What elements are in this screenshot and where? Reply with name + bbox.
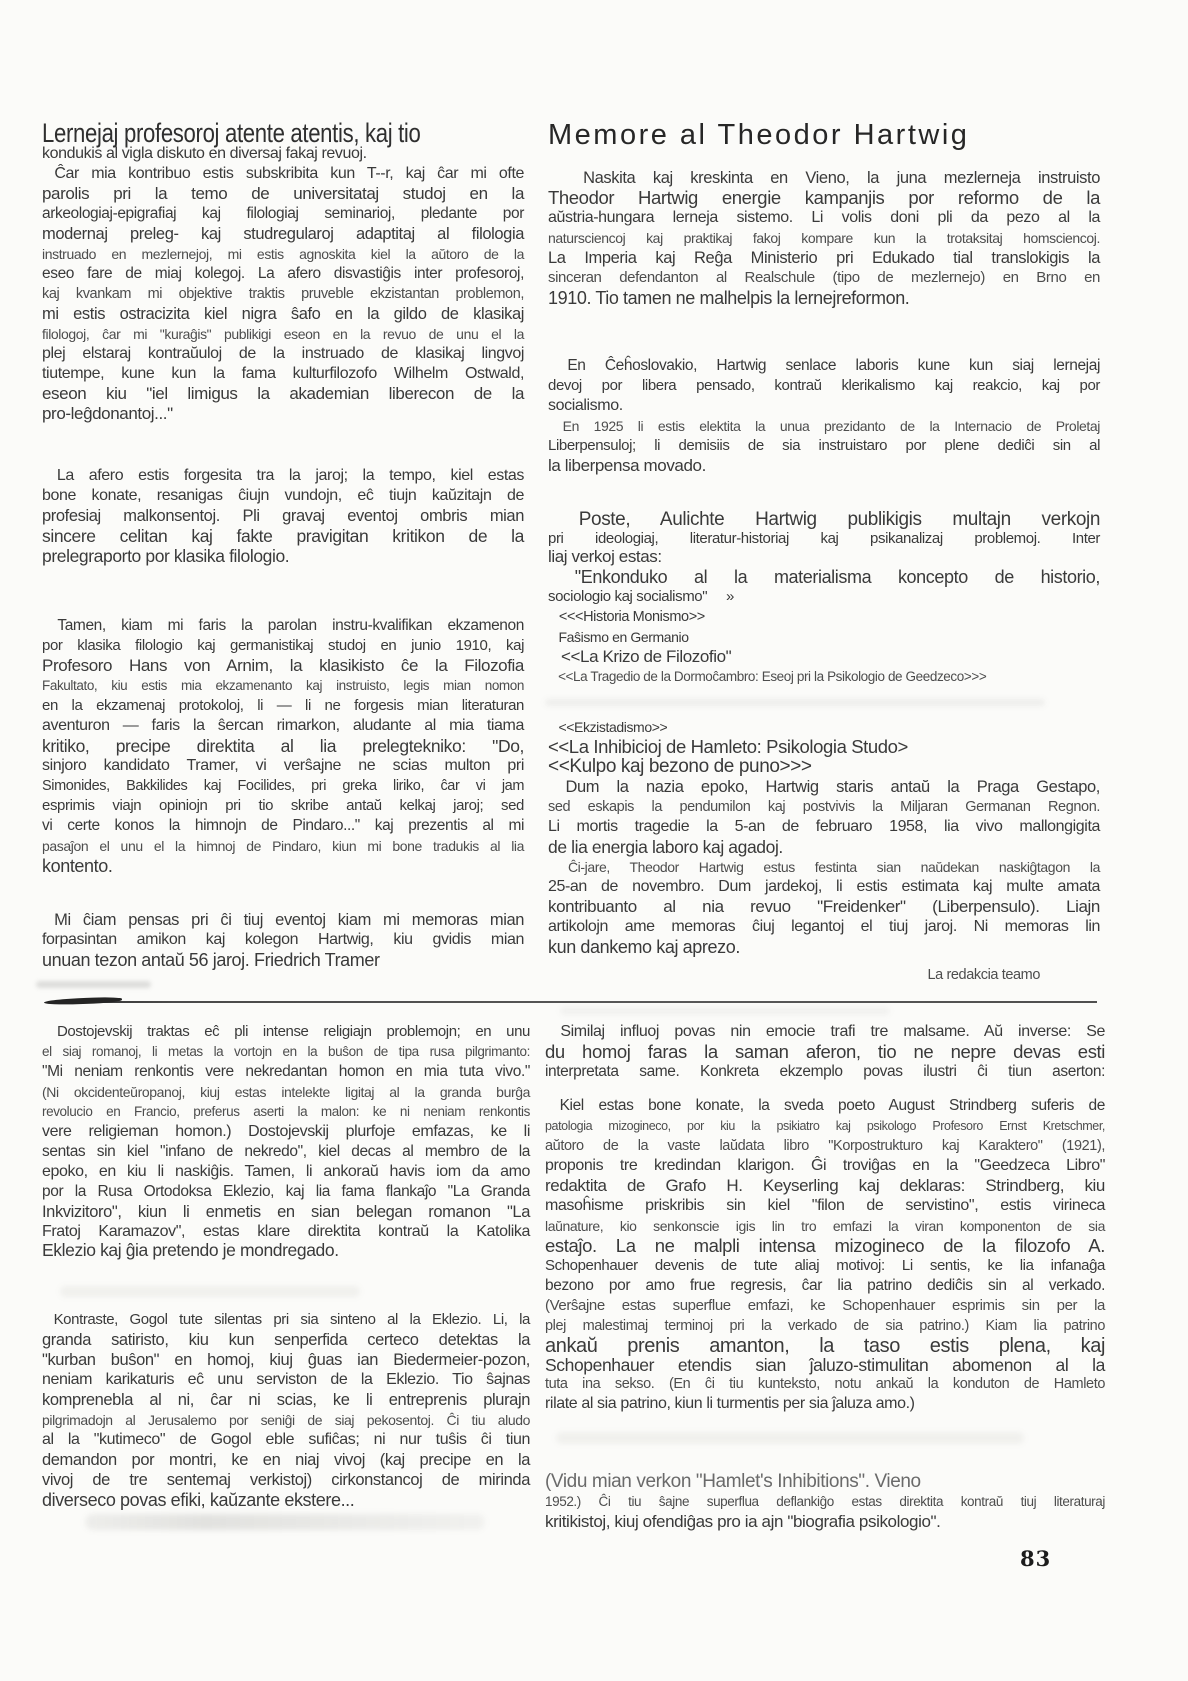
text-line: <<<Historia Monismo>> — [548, 609, 705, 625]
text-line: natursciencoj kaj praktikaj fakoj kompare kun la trotaksitaj homsciencoj. — [548, 230, 1100, 246]
text-line: sinceran defendanton al Realschule (tipo de mezlernejo) en Brno en — [548, 269, 1100, 286]
text-line: En Ĉeĥoslovakio, Hartwig senlace laboris kune kun siaj lernejaj — [548, 357, 1100, 374]
signature: La redakcia teamo — [927, 967, 1040, 983]
text-line: patologia mizogineco, por kiu la psikiatro kaj psikologo Profesoro Ernst Kretschmer, — [545, 1119, 1105, 1133]
text-line: Poste, Aulichte Hartwig publikigis multajn verkojn — [548, 509, 1100, 530]
text-line: kontento. — [42, 856, 113, 876]
text-line: Schopenhauer etendis sian ĵaluzo-stimulitan abomenon al la — [545, 1355, 1105, 1375]
text-line: kritikistoj, kiuj ofendiĝas pro ia ajn "biografia psikologio". — [545, 1512, 941, 1531]
text-line: tuta ina sekso. (En ĉi tiu kunteksto, notu ankaŭ la konduton de Hamleto — [545, 1376, 1105, 1392]
text-line: "kurban buŝon" en homoj, kiuj ĝuas ian Biedermeier-pozon, — [42, 1351, 530, 1369]
text-line: kaj kvankam mi objektive traktis pruveble ekzistantan problemon, — [42, 286, 524, 302]
text-line: arkeologiaj-epigrafiaj kaj filologiaj seminarioj, pledante por — [42, 205, 524, 222]
text-line: diverseco povas efiki, kaŭzante ekstere... — [42, 1490, 355, 1510]
text-line: redaktita de Grafo H. Keyserling kaj deklaras: Strindberg, kiu — [545, 1176, 1105, 1195]
text-line: sentas sin kiel "infano de nekredo", kiel decas al membro de la — [42, 1143, 530, 1160]
text-line: demandon por montri, ke en niaj vivoj (kaj precipe en la — [42, 1451, 530, 1469]
text-line: forpasintan amikon kaj kolegon Hartwig, kiu gvidis mian — [42, 931, 524, 948]
article-right-top — [548, 118, 1100, 985]
scan-smudge — [85, 1514, 485, 1530]
divider-ink-blob — [44, 997, 122, 1006]
text-line: la liberpensa movado. — [548, 456, 706, 475]
text-line: sinjoro kandidato Tramer, vi verŝajne ne scias multon pri — [42, 757, 524, 774]
text-line: Simonides, Bakkilides kaj Focilides, pri greka liriko, ĉar vi jam — [42, 778, 524, 794]
text-line: Eklezio kaj ĝia pretendo je mondregado. — [42, 1240, 339, 1260]
text-line: eseo fare de miaj kolegoj. La afero disvastiĝis inter profesoroj, — [42, 265, 524, 282]
text-line: sed eskapis la pendumilon kaj postvivis la Miljaran Germanan Regnon. — [548, 799, 1100, 815]
text-line: Kiel estas bone konate, la sveda poeto August Strindberg suferis de — [545, 1097, 1105, 1114]
text-line: epoko, en kiu li naskiĝis. Tamen, li ankoraŭ havis iom da amo — [42, 1163, 530, 1180]
text-line: <<Ekzistadismo>> — [548, 719, 668, 735]
text-line: "Enkonduko al la materialisma koncepto de historio, — [548, 567, 1100, 587]
text-line: de lia energia laboro kaj agadoj. — [548, 837, 783, 857]
text-line: interpretata same. Konkreta ekzemplo povas ilustri ĉi tiun aserton: — [545, 1063, 1105, 1080]
text-line: kondukis al vigla diskuto en diversaj fakaj revuoj. — [42, 145, 367, 162]
text-line: vivoj de tre sentemaj verkistoj) cirkonstancoj de mirinda — [42, 1471, 530, 1489]
text-line: (Vidu mian verkon "Hamlet's Inhibitions". Vieno — [545, 1471, 921, 1492]
divider-haze — [36, 981, 151, 988]
text-line: proponis tre kredindan klarigon. Ĝi troviĝas en la "Geedzeca Libro" — [545, 1157, 1105, 1174]
text-line: Theodor Hartwig energie kampanjis por reformo de la — [548, 187, 1100, 208]
text-line: plej malestimaj terminoj pri la verkado de sia patrino.) Kiam lia patrino — [545, 1318, 1105, 1334]
text-line: bezono por amo frue regresis, ĉar lia patrino dediĉis sin al verkado. — [545, 1277, 1105, 1294]
text-line: Dum la nazia epoko, Hartwig staris antaŭ la Praga Gestapo, — [548, 778, 1100, 796]
text-line: liaj verkoj estas: — [548, 547, 662, 566]
text-line: La afero estis forgesita tra la jaroj; la tempo, kiel estas — [42, 467, 525, 484]
text-line: Inkvizitoro", kiun li enmetis en sian belegan romanon "La — [42, 1203, 530, 1221]
text-line: plej elstaraj kontraŭuloj de la instruado de klasikaj lingvoj — [42, 345, 524, 362]
text-line: devoj por libera pensado, kontraŭ klerikalismo kaj reakcio, kaj por — [548, 377, 1100, 394]
article-title-left: Lernejaj profesoroj atente atentis, kaj tio — [42, 118, 421, 148]
text-line: el siaj romanoj, li metas la vortojn en la buŝon de tipa rusa pilgrimanto: — [42, 1044, 530, 1059]
text-line: modernaj preleg- kaj studregularoj adaptitaj al filologia — [42, 225, 524, 243]
text-line: 25-an de novembro. Dum jardekoj, li estis estimata kaj multe amata — [548, 878, 1100, 895]
text-line: artikolojn ame memoras ĉiuj legantoj el tiuj jaroj. Ni memoras lin — [548, 918, 1100, 935]
text-line: estaĵo. La ne malpli intensa mizogineco de la filozofo A. — [545, 1235, 1105, 1256]
text-line: Tamen, kiam mi faris la parolan instru-kvalifikan ekzamenon — [42, 617, 524, 634]
text-line: Fakultato, kiu estis mia ekzamenanto kaj instruisto, legis mian nomon — [42, 678, 524, 693]
text-line: kritiko, precipe direktita al lia prelegtekniko: "Do, — [42, 736, 524, 756]
text-line: al la "kutimeco" de Gogol eble sufiĉas; ni nur tuŝis ĉi tiun — [42, 1431, 530, 1448]
text-line: aventuron — faris la ŝercan rimarkon, aludante al mia tiama — [42, 717, 524, 734]
text-line: <<La Tragedio de la Dormoĉambro: Eseoj pri la Psikologio de Geedzeco>>> — [548, 669, 987, 684]
text-line: sincere celitan kaj fakte pravigitan kritikon de la — [42, 526, 524, 546]
text-line: neniam karikaturis eĉ unu serviston de la Eklezio. Tio ŝajnas — [42, 1371, 530, 1388]
text-line: <<La Krizo de Filozofio" — [548, 647, 732, 666]
article-right-bottom — [545, 1022, 1105, 1532]
text-line: 1910. Tio tamen ne malhelpis la lernejreformon. — [548, 288, 910, 308]
text-line: pilgrimadojn al Jerusalemo por seniĝi de siaj pekosentoj. Ĉi tiu aludo — [42, 1412, 530, 1428]
text-line: profesiaj malkonsentoj. Pli gravaj eventoj ombris mian — [42, 507, 524, 525]
text-line: eseon kiu "iel limigus la akademian liberecon de la — [42, 384, 524, 403]
page-number: 83 — [1020, 1546, 1052, 1571]
text-line: aŭstria-hungara lerneja sistemo. Li volis doni pli da pezo al la — [548, 209, 1100, 226]
text-line: kun dankemo kaj aprezo. — [548, 937, 740, 957]
article-title-right: Memore al Theodor Hartwig — [548, 119, 970, 151]
text-line: Ĉar mia kontribuo estis subskribita kun T--r, kaj ĉar mi ofte — [42, 165, 524, 182]
text-line: <<La Inhibicioj de Hamleto: Psikologia Studo> — [548, 736, 908, 757]
text-line: <<Kulpo kaj bezono de puno>>> — [548, 756, 812, 777]
text-line: kontribuanto al nia revuo "Freidenker" (Liberpensulo). Liajn — [548, 897, 1100, 916]
text-line: Fratoj Karamazov", estas klare direktita kontraŭ la Katolika — [42, 1223, 530, 1240]
text-line: aŭtoro de la vaste laŭdata libro "Korpostrukturo kaj Karaktero" (1921), — [545, 1138, 1105, 1154]
text-line: vere religieman homon.) Dostojevskij plurfoje emfazas, ke li — [42, 1123, 530, 1140]
text-line: Similaj influoj povas nin emocie trafi tre malsame. Aŭ inverse: Se — [545, 1023, 1106, 1040]
text-line: parolis pri la temo de universitataj studoj en la — [42, 184, 524, 203]
text-line: por la Rusa Ortodoksa Eklezio, kaj lia fama flankaĵo "La Granda — [42, 1183, 530, 1200]
text-line: pasaĵon el unu el la himnoj de Pindaro, kiun mi bone tradukis al lia — [42, 838, 524, 854]
text-line: mi estis ostracizita kiel nigra ŝafo en la gildo de klasikaj — [42, 305, 524, 323]
text-line: pri ideologiaj, literatur-historiaj kaj psikanalizaj problemoj. Inter — [548, 530, 1100, 547]
section-divider — [48, 1001, 1097, 1003]
text-line: rilate al sia patrino, kiun li turmentis per sia ĵaluza amo.) — [545, 1395, 915, 1412]
text-line: tiutempe, kune kun la fama kulturfilozofo Wilhelm Ostwald, — [42, 365, 524, 382]
text-line: Dostojevskij traktas eĉ pli intense religiajn problemojn; en unu — [42, 1023, 530, 1040]
article-left-top — [42, 118, 524, 970]
text-line: esprimis viajn opiniojn pri tio skribe antaŭ kelkaj jaroj; sed — [42, 797, 524, 814]
text-line: Naskita kaj kreskinta en Vieno, la juna mezlerneja instruisto — [548, 169, 1100, 187]
text-line: Kontraste, Gogol tute silentas pri sia sinteno al la Eklezio. Li, la — [42, 1311, 530, 1328]
article-left-bottom — [42, 1022, 530, 1510]
text-line: komprenebla al ni, ĉar ni scias, ke li entreprenis plurajn — [42, 1391, 530, 1409]
text-line: Faŝismo en Germanio — [548, 629, 689, 645]
text-line: 1952.) Ĉi tiu ŝajne superflua deflankiĝo estas direktita kontraŭ tiuj literaturaj — [545, 1494, 1105, 1509]
text-line: socialismo. — [548, 397, 623, 414]
text-line: masoĥisme priskribis sin kiel "filon de servistino", estis virineca — [545, 1197, 1105, 1214]
text-line: por klasika filologio kaj germanistikaj studoj en junio 1910, kaj — [42, 637, 524, 654]
scan-smudge — [560, 1007, 890, 1015]
text-line: prelegraporto por klasika filologio. — [42, 546, 290, 566]
text-line: Li mortis tragedie la 5-an de februaro 1958, lia vivo mallongigita — [548, 818, 1100, 835]
text-line: Profesoro Hans von Arnim, la klasikisto ĉe la Filozofia — [42, 656, 524, 675]
text-line: Ĉi-jare, Theodor Hartwig estus festinta sian naŭdekan naskiĝtagon la — [548, 859, 1100, 875]
text-line: sociologio kaj socialismo" » — [548, 588, 734, 605]
text-line: pro-leĝdonantoj..." — [42, 404, 173, 423]
text-line: du homoj faras la saman aferon, tio ne nepre devas esti — [545, 1041, 1105, 1062]
text-line: Schopenhauer devenis de tute aliaj motivoj: Li sentis, ke lia infanaĝa — [545, 1257, 1105, 1274]
text-line: Mi ĉiam pensas pri ĉi tiuj eventoj kiam mi memoras mian — [42, 911, 525, 929]
text-line: revolucio en Francio, preferus aserti la malon: ke ni neniam renkontis — [42, 1104, 530, 1119]
text-line: granda satiristo, kiu kun senperfida certeco detektas la — [42, 1331, 530, 1349]
text-line: La Imperia kaj Reĝa Ministerio pri Edukado tial translokigis la — [548, 249, 1100, 267]
text-line: Liberpensuloj; li demisiis de sia instruistaro por plene dediĉi sin al — [548, 437, 1100, 454]
text-line: (Verŝajne estas superflue emfazi, ke Schopenhauer esprimis sin per la — [545, 1297, 1105, 1314]
text-line: unuan tezon antaŭ 56 jaroj. Friedrich Tramer — [42, 950, 380, 970]
text-line: instruado en mezlernejoj, mi estis agnoskita kiel la aŭtoro de la — [42, 246, 524, 262]
text-line: laŭnature, kio senkonscie igis lin tro emfazi la viran komponenton de sia — [545, 1218, 1105, 1234]
text-line: "Mi neniam renkontis vere nekredantan homon en mia tuta vivo." — [42, 1063, 530, 1080]
text-line: (Ni okcidenteŭropanoj, kiuj estas intelekte ligitaj al la granda burĝa — [42, 1084, 530, 1100]
text-line: filologoj, ĉar mi "kuraĝis" publikigi eseon en la revuo de unu el la — [42, 326, 524, 342]
text-line: En 1925 li estis elektita la unua prezidanto de la Internacio de Proletaj — [548, 418, 1100, 434]
text-line: bone konate, resanigas ĉiujn vundojn, eĉ tiujn kaŭzitajn de — [42, 487, 524, 504]
text-line: ankaŭ prenis amanton, la taso estis plena, kaj — [545, 1335, 1105, 1357]
text-line: vi certe konos la himnojn de Pindaro..." kaj prezentis al mi — [42, 817, 524, 834]
text-line: en la ekzamenaj protokoloj, li — li ne forgesis mian literaturan — [42, 697, 524, 714]
